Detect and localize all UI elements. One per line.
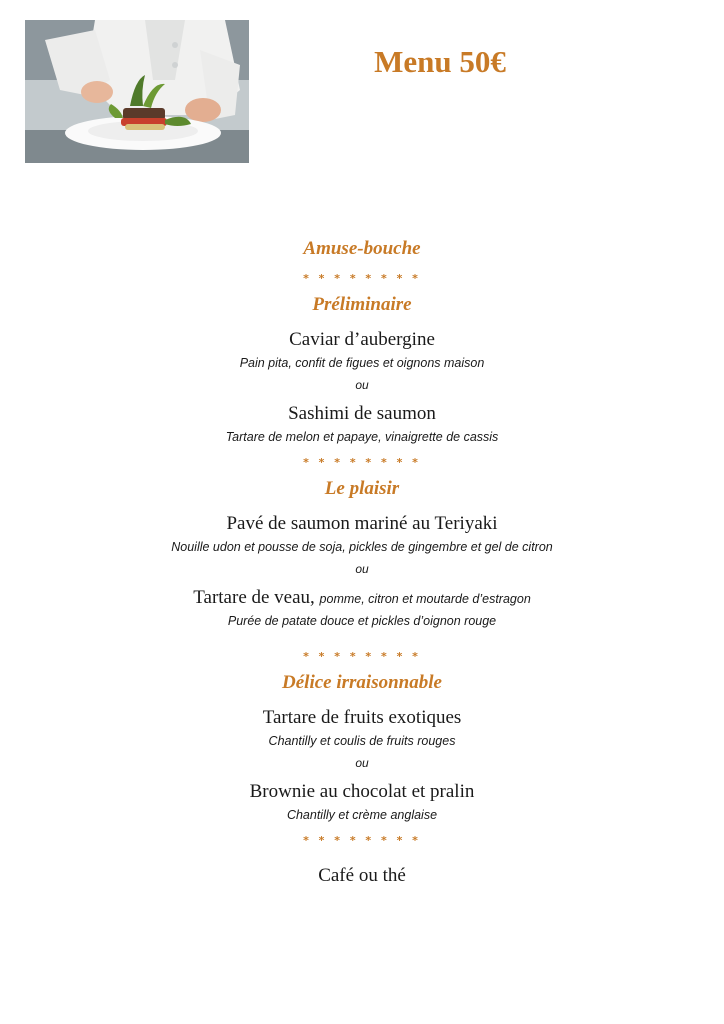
dish-description: Nouille udon et pousse de soja, pickles de gingembre et gel de citron <box>171 540 553 554</box>
dish-name: Brownie au chocolat et pralin <box>249 781 475 802</box>
or-separator: ou <box>355 756 369 770</box>
section-amuse-bouche: Amuse-bouche <box>303 238 421 259</box>
chef-plating-illustration <box>25 20 249 163</box>
dish-description: Purée de patate douce et pickles d’oignon rouge <box>227 614 497 628</box>
dish-name: Pavé de saumon mariné au Teriyaki <box>226 513 498 534</box>
section-le-plaisir: Le plaisir <box>324 478 400 499</box>
or-separator: ou <box>355 562 369 576</box>
dish-description: Chantilly et coulis de fruits rouges <box>268 734 456 748</box>
dish-name: Tartare de veau, <box>193 587 315 608</box>
menu-content <box>0 236 724 890</box>
dish-inline-description: pomme, citron et moutarde d’estragon <box>319 592 531 606</box>
final-item-coffee-tea: Café ou thé <box>318 865 406 886</box>
dish-description: Tartare de melon et papaye, vinaigrette de cassis <box>225 430 499 444</box>
dish-description: Pain pita, confit de figues et oignons maison <box>239 356 485 370</box>
separator-stars: * * * * * * * * <box>303 834 421 847</box>
section-preliminaire: Préliminaire <box>312 294 412 315</box>
dish-name: Caviar d’aubergine <box>289 329 435 350</box>
dish-name: Sashimi de saumon <box>288 403 436 424</box>
section-delice-irraisonnable: Délice irraisonnable <box>282 672 442 693</box>
menu-title: Menu 50€ <box>374 44 506 79</box>
separator-stars: * * * * * * * * <box>303 272 421 285</box>
dish-line <box>0 586 724 612</box>
chef-plating-photo <box>25 20 249 163</box>
separator-stars: * * * * * * * * <box>303 650 421 663</box>
or-separator: ou <box>355 378 369 392</box>
dish-description: Chantilly et crème anglaise <box>286 808 438 822</box>
dish-name: Tartare de fruits exotiques <box>262 707 462 728</box>
separator-stars: * * * * * * * * <box>303 456 421 469</box>
